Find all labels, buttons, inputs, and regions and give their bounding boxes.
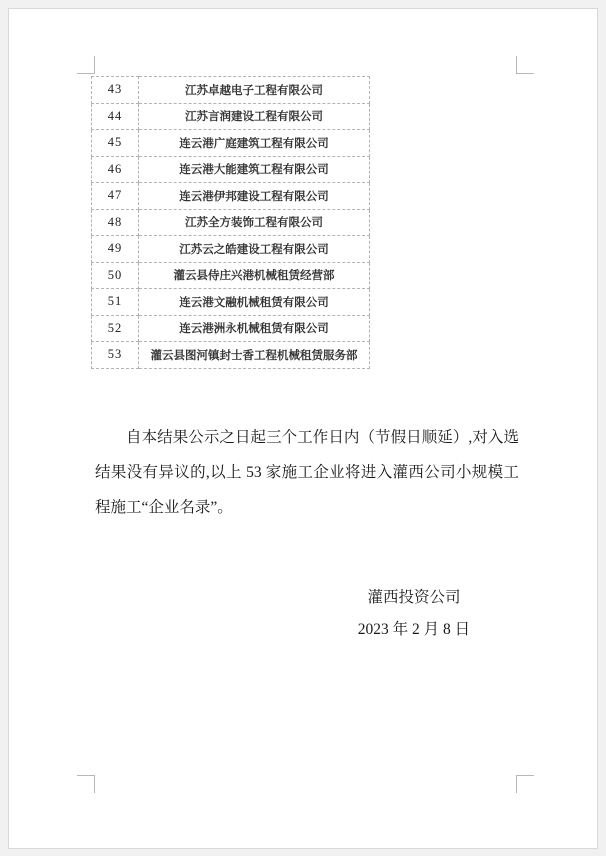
table-row [92,130,370,157]
table-row [92,77,370,104]
document-page [8,8,598,849]
row-number-cell: 44 [92,103,139,130]
row-number-cell: 51 [92,289,139,316]
table-row [92,236,370,263]
signature-company: 灌西投资公司 [367,589,461,606]
table-row [92,289,370,316]
company-name-cell: 灌云县图河镇封士香工程机械租赁服务部 [139,342,370,369]
margin-corner-mark-top-left [77,56,95,74]
row-number-cell: 46 [92,156,139,183]
table-row [92,342,370,369]
notice-paragraph: 自本结果公示之日起三个工作日内（节假日顺延）,对入选结果没有异议的,以上 53 家施工企业将进入灌西公司小规模工程施工“企业名录”。 [95,429,519,516]
row-number-cell: 48 [92,209,139,236]
company-name-cell: 连云港广庭建筑工程有限公司 [139,130,370,157]
table-row [92,103,370,130]
company-name-cell: 江苏卓越电子工程有限公司 [139,77,370,104]
row-number-cell: 53 [92,342,139,369]
signature-date: 2023 年 2 月 8 日 [357,621,471,638]
company-name-cell: 江苏全方装饰工程有限公司 [139,209,370,236]
table-row [92,156,370,183]
table-row [92,262,370,289]
row-number-cell: 49 [92,236,139,263]
company-name-cell: 灌云县侍庄兴港机械租赁经营部 [139,262,370,289]
row-number-cell: 52 [92,315,139,342]
row-number-cell: 47 [92,183,139,210]
margin-corner-mark-top-right [516,56,534,74]
row-number-cell: 45 [92,130,139,157]
company-name-cell: 连云港文融机械租赁有限公司 [139,289,370,316]
table-row [92,183,370,210]
table-row [92,315,370,342]
company-name-cell: 连云港洲永机械租赁有限公司 [139,315,370,342]
company-name-cell: 江苏言润建设工程有限公司 [139,103,370,130]
company-name-cell: 江苏云之皓建设工程有限公司 [139,236,370,263]
row-number-cell: 43 [92,77,139,104]
margin-corner-mark-bottom-left [77,775,95,793]
company-name-cell: 连云港大能建筑工程有限公司 [139,156,370,183]
company-name-cell: 连云港伊邦建设工程有限公司 [139,183,370,210]
row-number-cell: 50 [92,262,139,289]
table-row [92,209,370,236]
company-list-table [91,76,370,369]
margin-corner-mark-bottom-right [516,775,534,793]
